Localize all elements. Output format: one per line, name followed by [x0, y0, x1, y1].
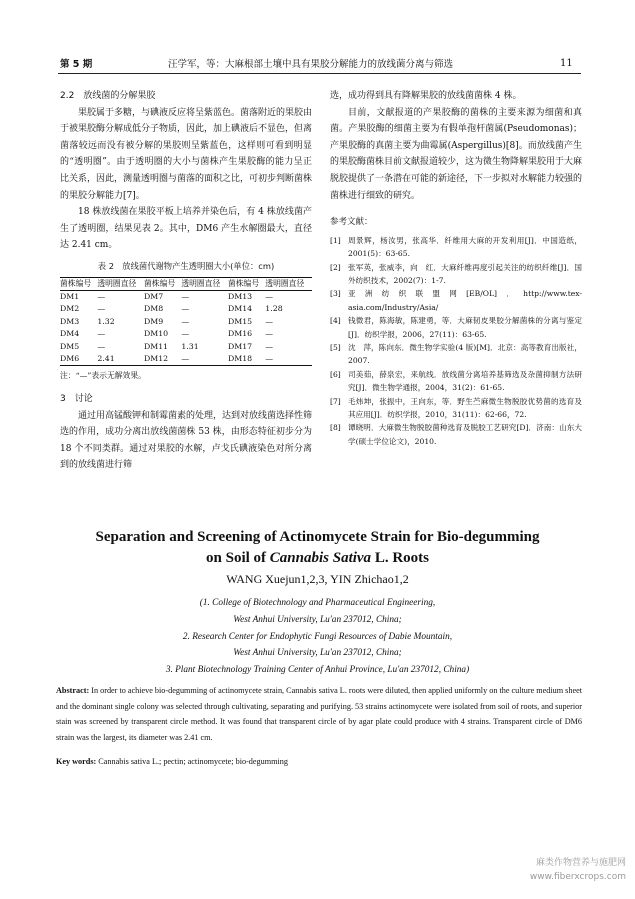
affiliations	[40, 595, 595, 679]
table-cell: DM15	[227, 316, 253, 326]
table-cell: DM7	[143, 292, 164, 302]
table-cell: —	[97, 341, 106, 351]
table-cell: DM14	[227, 304, 253, 314]
section-3-paragraph: 通过用高锰酸钾和制霉菌素的处理，达到对放线菌选择性筛选的作用，成功分离出放线菌菌株 53 株，由形态特征初步分为 18 个不同类群。通过对果胶的水解，卢戈氏碘液染色对所分离到的放线菌进行筛	[60, 410, 313, 471]
table-cell: DM3	[60, 316, 80, 326]
english-title-species: Cannabis Sativa	[269, 550, 372, 566]
table-row	[60, 291, 312, 304]
reference-item	[330, 234, 582, 261]
watermark-line-1: 麻类作物营养与施肥网	[535, 858, 626, 868]
english-authors: WANG Xuejun1,2,3, YIN Zhichao1,2	[226, 572, 409, 586]
header-page-number: 11	[560, 58, 573, 69]
table-header-cell: 菌株编号	[228, 277, 265, 291]
reference-number: [2]	[330, 262, 341, 272]
table-cell: DM8	[143, 304, 164, 314]
table-cell: DM11	[143, 341, 169, 351]
watermark-line-2: www.fiberxcrops.com	[529, 872, 626, 882]
reference-text: 钱微君，陈海敏，陈建勇，等．大麻韧皮果胶分解菌株的分离与鉴定[J]．纺织学报，2006，27(11)：63-65.	[348, 316, 582, 339]
abstract-label: Abstract:	[56, 686, 90, 695]
reference-item	[330, 368, 582, 395]
table-cell: —	[97, 329, 106, 339]
table-cell: DM12	[144, 353, 181, 366]
references-heading: 参考文献：	[330, 217, 373, 228]
reference-text: 谭晓明．大麻微生物脱胶菌种选育及脱胶工艺研究[D]．济南：山东大学(硕士学位论文)，2010.	[348, 423, 582, 446]
table-cell: —	[265, 329, 274, 339]
table-row	[60, 341, 312, 353]
reference-number: [5]	[330, 343, 341, 352]
keywords	[56, 757, 582, 766]
reference-text: 沈 萍，陈向东．微生物学实验(4 版)[M]．北京：高等教育出版社，2007.	[348, 343, 582, 366]
references-list	[330, 234, 582, 449]
reference-text: 毛炜坤，张振中，王向东，等．野生苎麻微生物脱胶优势菌的选育及其应用[J]．纺织学报，2010，31(11)：62-66，72.	[348, 396, 582, 420]
table-2-note: 注：“—”表示无解效果。	[60, 371, 146, 381]
table-header-cell: 菌株编号	[60, 277, 97, 291]
reference-item	[330, 395, 582, 422]
keywords-text: Cannabis sativa L.; pectin; actinomycete; bio-degumming	[98, 757, 288, 766]
table-cell: 1.32	[97, 316, 115, 326]
reference-number: [6]	[330, 369, 341, 379]
discussion-continued: 选，成功得到具有降解果胶的放线菌菌株 4 株。	[330, 91, 522, 101]
abstract-text: In order to achieve bio-degumming of actinomycete strain, Cannabis sativa L. roots were diluted, then applied uniformly on the culture medium sheet and the dominant single colony was selected through cultivating, separating and purifying. 53 strains actinomycete were isolated from soil of roots, and superior stain was screened by transparent circle method. It was found that transparent circle of by agar plate could produce with 4 strains. Transparent circle of DM6 strain was the largest, its diameter was 2.41 cm.	[56, 686, 583, 742]
table-cell: DM2	[60, 304, 80, 314]
table-cell: DM5	[60, 341, 80, 351]
left-column	[60, 88, 312, 474]
reference-text: 周景辉，杨汝男，张高华．纤维用大麻的开发利用[J]．中国造纸，2001(5)：63-65.	[348, 235, 582, 259]
reference-item	[330, 287, 582, 314]
english-title-line-1: Separation and Screening of Actinomycete Strain for Bio-degumming	[95, 529, 540, 545]
affiliation-line: West Anhui University, Lu'an 237012, China;	[233, 614, 402, 625]
table-cell: —	[265, 353, 312, 366]
table-cell: 1.31	[181, 341, 199, 351]
table-row	[60, 328, 312, 340]
header-rule	[58, 73, 581, 74]
affiliation-line: 2. Research Center for Endophytic Fungi Resources of Dabie Mountain,	[182, 631, 453, 642]
table-cell: —	[181, 353, 228, 366]
affiliation-line: (1. College of Biotechnology and Pharmaceutical Engineering,	[199, 598, 436, 608]
table-header-cell: 透明圈直径	[181, 277, 228, 291]
table-cell: —	[265, 316, 274, 326]
table-cell: —	[181, 329, 190, 339]
table-cell: DM6	[60, 353, 97, 366]
reference-number: [8]	[330, 423, 341, 433]
table-header-cell: 透明圈直径	[265, 277, 312, 291]
table-header-cell: 菌株编号	[144, 277, 181, 291]
table-cell: DM16	[227, 329, 253, 339]
header-running-title: 汪学军，等：大麻根部土壤中具有果胶分解能力的放线菌分离与筛选	[168, 59, 454, 70]
table-cell: —	[181, 292, 190, 302]
table-row	[60, 316, 312, 328]
table-cell: —	[97, 304, 106, 314]
table-cell: —	[181, 304, 190, 314]
right-column	[330, 88, 582, 448]
english-title-line-2	[40, 548, 595, 569]
table-cell: DM13	[227, 292, 253, 302]
table-2	[60, 277, 312, 367]
table-cell: 1.28	[265, 304, 283, 314]
site-watermark	[496, 856, 626, 884]
affiliation-line: West Anhui University, Lu'an 237012, China;	[233, 648, 402, 659]
table-header-row	[60, 277, 312, 291]
abstract	[56, 683, 582, 745]
reference-item	[330, 341, 582, 368]
table-cell: DM10	[143, 329, 169, 339]
table-cell: 2.41	[97, 353, 144, 366]
reference-text: 司美茹，薛泉宏，来航线．放线菌分离培养基筛选及杂菌抑制方法研究[J]．微生物学通报，2004，31(2)：61-65.	[348, 369, 582, 393]
table-cell: DM9	[143, 316, 164, 326]
keywords-label: Key words:	[56, 757, 97, 766]
reference-item	[330, 421, 582, 448]
english-title-prefix: on Soil of	[206, 550, 270, 566]
reference-text: 亚洲纺织联盟网[EB/OL]．http://www.tex-asia.com/Industry/Asia/	[348, 289, 582, 312]
table-cell: DM17	[227, 341, 253, 351]
table-cell: DM1	[60, 292, 80, 302]
english-title	[40, 527, 595, 569]
table-cell: —	[97, 292, 106, 302]
reference-text: 张军英，张威李，向 红．大麻纤维再度引起关注的纺织纤维[J]．国外纺织技术，2002(7)：1-7.	[348, 262, 582, 285]
reference-number: [4]	[330, 316, 341, 326]
discussion-paragraph-2: 目前，文献报道的产果胶酶的菌株的主要来源为细菌和真菌。产果胶酶的细菌主要为有假单孢杆菌属(Pseudomonas)；产果胶酶的真菌主要为曲霉属(Aspergillus)[8]。而放线菌产生的果胶酶菌株目前文献报道较少，这为微生物降解果胶用于大麻脱胶提供了一条潜在可能的新途径，下一步拟对水解能力较强的菌株进行细致的研究。	[330, 107, 583, 201]
section-2-2-paragraph-2: 18 株放线菌在果胶平板上培养并染色后，有 4 株放线菌产生了透明圈，结果见表 2。其中，DM6 产生水解圈最大，直径达 2.41 cm。	[60, 207, 312, 251]
table-cell: —	[265, 292, 274, 302]
table-2-title: 表 2 放线菌代谢物产生透明圈大小(单位：cm)	[97, 260, 275, 271]
section-2-2-heading: 2.2 放线菌的分解果胶	[60, 91, 156, 101]
section-2-2-paragraph-1: 果胶属于多糖，与碘液反应将呈紫蓝色。菌落附近的果胶由于被果胶酶分解成低分子物质，因此，加上碘液后不显色，但离菌落较远而没有被分解的果胶则呈紫蓝色，这样则可看到明显的“透明圈”。由于透明圈的大小与菌株产生果胶酶的能力呈正比关系，因此，测量透明圈与菌落的面积之比，可初步判断菌株的果胶分解能力[7]。	[60, 107, 313, 201]
english-title-suffix: L. Roots	[371, 550, 429, 566]
reference-item	[330, 261, 582, 288]
header-issue: 第 5 期	[60, 59, 93, 70]
reference-item	[330, 314, 582, 341]
table-cell: DM18	[228, 353, 265, 366]
reference-number: [3]	[330, 289, 341, 299]
affiliation-line: 3. Plant Biotechnology Training Center of Anhui Province, Lu'an 237012, China)	[165, 665, 470, 676]
table-cell: DM4	[60, 329, 80, 339]
table-cell: —	[265, 341, 274, 351]
table-row	[60, 353, 312, 366]
table-cell: —	[181, 316, 190, 326]
reference-number: [1]	[330, 235, 341, 245]
table-header-cell: 透明圈直径	[97, 277, 144, 291]
reference-number: [7]	[330, 396, 341, 406]
section-3-heading: 3 讨论	[60, 394, 93, 405]
table-row	[60, 303, 312, 315]
